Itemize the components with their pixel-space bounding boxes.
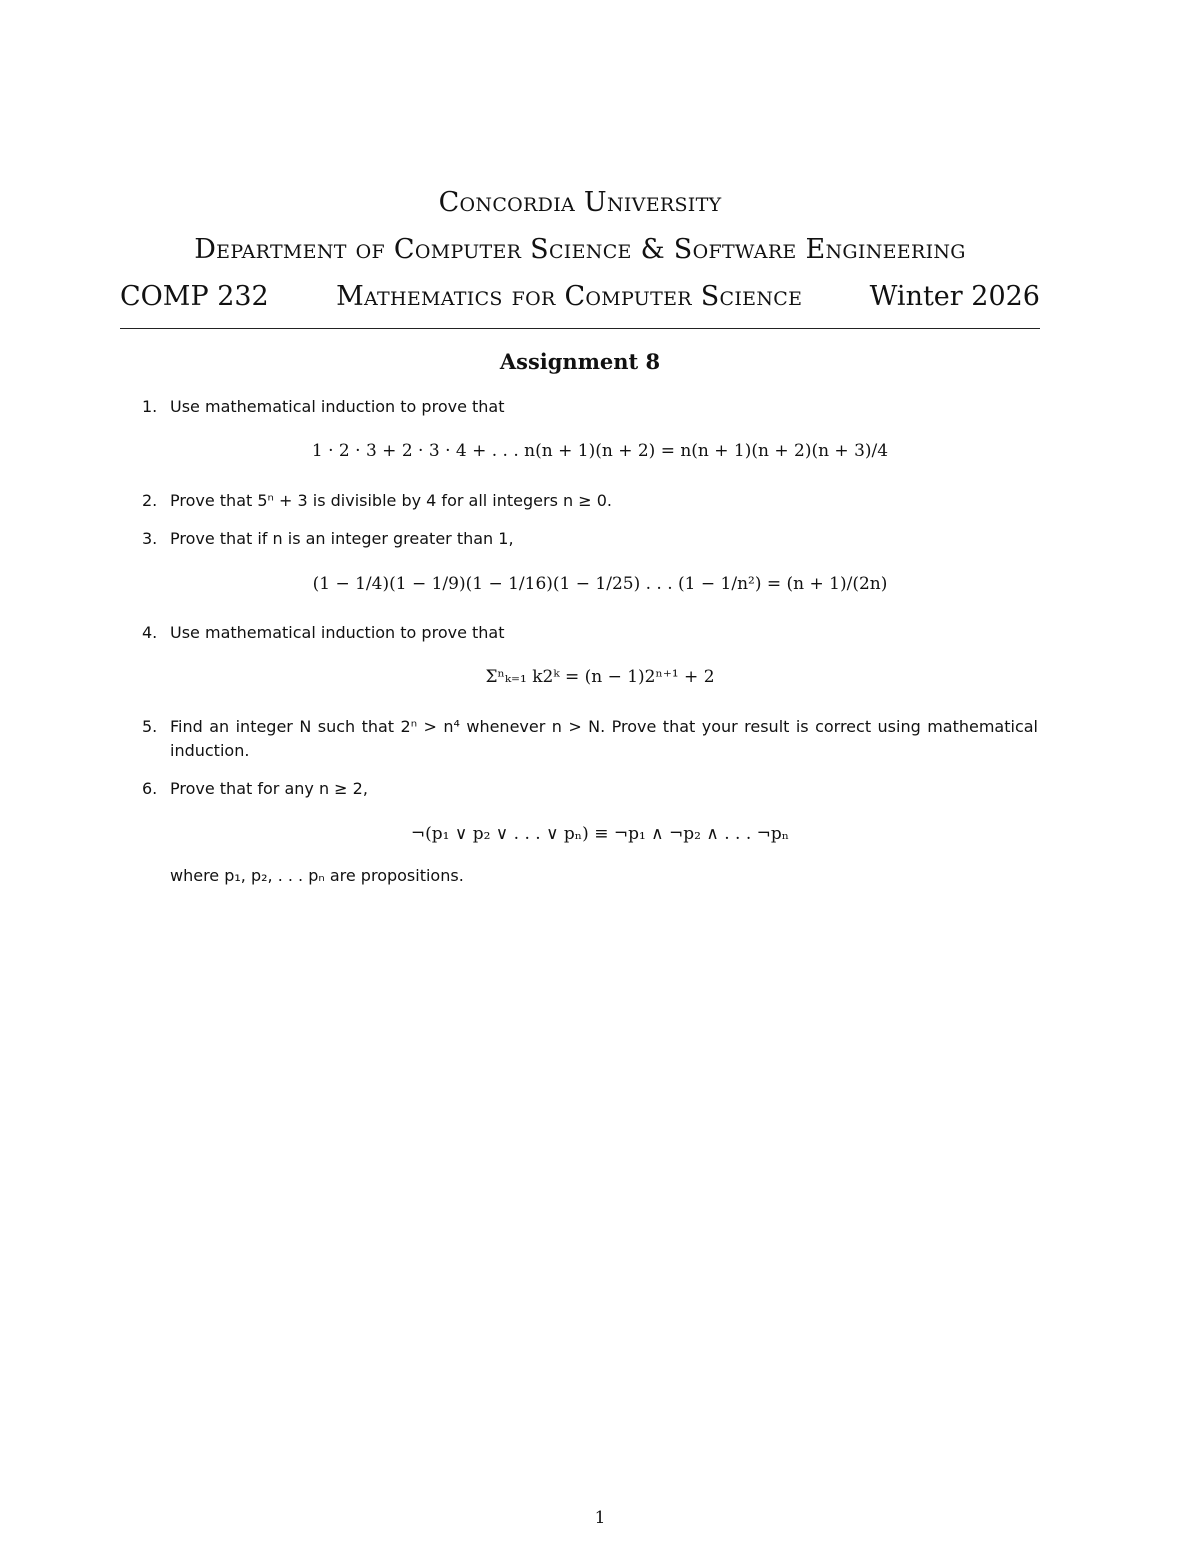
problem-6	[142, 777, 1038, 801]
problem-5	[142, 715, 1038, 760]
problem-6-equation: ¬(p₁ ∨ p₂ ∨ . . . ∨ pₙ) ≡ ¬p₁ ∧ ¬p₂ ∧ . . . ¬pₙ	[410, 824, 790, 844]
problem-1-number: 1.	[142, 397, 158, 416]
problem-2	[142, 489, 1038, 513]
problem-1-equation: 1 · 2 · 3 + 2 · 3 · 4 + . . . n(n + 1)(n + 2) = n(n + 1)(n + 2)(n + 3)/4	[311, 441, 889, 461]
course-name: Mathematics for Computer Science	[336, 281, 803, 312]
document-header	[120, 183, 1040, 317]
problem-3	[142, 527, 1038, 551]
problem-4-text: Use mathematical induction to prove that	[170, 623, 505, 642]
course-code: COMP 232	[120, 281, 269, 312]
problem-6-number: 6.	[142, 779, 158, 798]
header-divider	[120, 328, 1040, 329]
problem-2-number: 2.	[142, 491, 158, 510]
problem-6-text: Prove that for any n ≥ 2,	[170, 779, 368, 798]
assignment-title: Assignment 8	[499, 349, 661, 374]
problem-4	[142, 621, 1038, 645]
problem-3-equation: (1 − 1/4)(1 − 1/9)(1 − 1/16)(1 − 1/25) . . . (1 − 1/n²) = (n + 1)/(2n)	[312, 574, 888, 594]
department-name: Department of Computer Science & Software Engineering	[194, 234, 966, 265]
problem-3-number: 3.	[142, 529, 158, 548]
course-row	[120, 277, 1040, 317]
problem-1-text: Use mathematical induction to prove that	[170, 397, 505, 416]
page-number: 1	[594, 1508, 606, 1528]
problem-3-text: Prove that if n is an integer greater than 1,	[170, 529, 514, 548]
university-name: Concordia University	[438, 187, 722, 218]
problem-5-text: Find an integer N such that 2ⁿ > n⁴ whenever n > N. Prove that your result is correct using mathematical induction.	[170, 717, 1038, 760]
problem-1	[142, 395, 1038, 419]
problem-2-text: Prove that 5ⁿ + 3 is divisible by 4 for all integers n ≥ 0.	[170, 491, 612, 510]
problem-4-equation: Σⁿₖ₌₁ k2ᵏ = (n − 1)2ⁿ⁺¹ + 2	[485, 667, 715, 687]
problem-4-number: 4.	[142, 623, 158, 642]
problem-6-after-text: where p₁, p₂, . . . pₙ are propositions.	[170, 866, 464, 885]
problem-5-number: 5.	[142, 717, 158, 736]
course-term: Winter 2026	[869, 281, 1040, 312]
